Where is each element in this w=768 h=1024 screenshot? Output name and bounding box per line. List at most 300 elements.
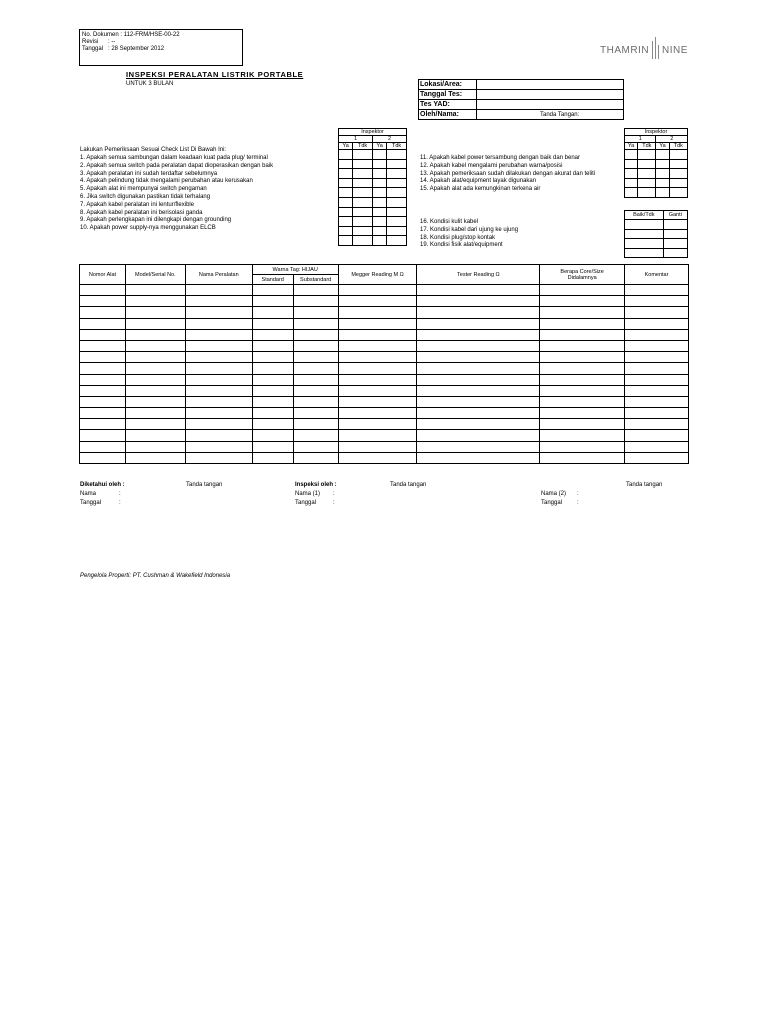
table-cell[interactable] bbox=[338, 396, 417, 407]
table-cell[interactable] bbox=[293, 285, 338, 296]
table-cell[interactable] bbox=[338, 408, 417, 419]
col-core bbox=[540, 265, 625, 285]
check-cell[interactable] bbox=[387, 159, 407, 169]
date-row bbox=[82, 46, 164, 53]
table-cell[interactable] bbox=[293, 441, 338, 452]
table-cell[interactable] bbox=[293, 374, 338, 385]
condition-cell[interactable] bbox=[625, 220, 664, 230]
table-cell[interactable] bbox=[80, 318, 126, 329]
table-cell[interactable] bbox=[80, 374, 126, 385]
table-cell[interactable] bbox=[293, 340, 338, 351]
inspector2-date-label: Tanggal bbox=[541, 500, 563, 506]
checklist-item: 3. Apakah peralatan ini sudah terdaftar sebelumnya bbox=[80, 170, 218, 177]
inspector2-sign: Tanda tangan bbox=[626, 482, 663, 488]
checklist-item: 10. Apakah power supply-nya menggunakan ELCB bbox=[80, 225, 216, 232]
table-cell[interactable] bbox=[80, 352, 126, 363]
table-cell[interactable] bbox=[293, 352, 338, 363]
table-cell[interactable] bbox=[338, 385, 417, 396]
check-cell[interactable] bbox=[669, 188, 687, 198]
table-cell[interactable] bbox=[338, 307, 417, 318]
table-cell[interactable] bbox=[540, 452, 625, 463]
table-cell[interactable] bbox=[185, 329, 252, 340]
check-cell[interactable] bbox=[372, 178, 386, 188]
check-cell[interactable] bbox=[353, 236, 373, 246]
check-cell[interactable] bbox=[339, 188, 353, 198]
checklist-item: 12. Apakah kabel mengalami perubahan warna/posisi bbox=[420, 162, 563, 169]
check-cell[interactable] bbox=[372, 159, 386, 169]
table-cell[interactable] bbox=[338, 340, 417, 351]
table-cell[interactable] bbox=[338, 430, 417, 441]
table-cell[interactable] bbox=[540, 408, 625, 419]
inspected-by-label: Inspeksi oleh : bbox=[295, 482, 337, 488]
checklist-item: 4. Apakah pelindung tidak mengalami perubahan atau kerusakan bbox=[80, 178, 253, 185]
table-cell[interactable] bbox=[80, 385, 126, 396]
checklist-item: 5. Apakah alat ini mempunyai switch pengaman bbox=[80, 186, 207, 193]
by-name-field[interactable] bbox=[477, 110, 624, 120]
table-cell[interactable] bbox=[540, 441, 625, 452]
table-cell[interactable] bbox=[338, 285, 417, 296]
colon: : bbox=[577, 491, 579, 497]
inspector-header: Inspektor bbox=[625, 129, 688, 136]
table-cell[interactable] bbox=[252, 419, 293, 430]
table-cell[interactable] bbox=[625, 318, 689, 329]
check-cell[interactable] bbox=[353, 159, 373, 169]
location-field[interactable] bbox=[477, 80, 624, 90]
table-cell[interactable] bbox=[252, 363, 293, 374]
col-standard: Standard bbox=[252, 275, 293, 285]
table-cell[interactable] bbox=[625, 352, 689, 363]
table-cell[interactable] bbox=[185, 296, 252, 307]
table-cell[interactable] bbox=[417, 396, 540, 407]
table-cell[interactable] bbox=[417, 296, 540, 307]
colon: : bbox=[577, 500, 579, 506]
table-cell[interactable] bbox=[125, 452, 185, 463]
check-cell[interactable] bbox=[656, 169, 669, 179]
table-cell[interactable] bbox=[185, 408, 252, 419]
colon: : bbox=[333, 491, 335, 497]
inspector1-name-label: Nama (1) bbox=[295, 491, 321, 497]
condition-cell[interactable] bbox=[625, 229, 664, 239]
col-komentar: Komentar bbox=[625, 265, 689, 285]
checklist-item: 15. Apakah alat ada kemungkinan terkena air bbox=[420, 186, 541, 193]
check-cell[interactable] bbox=[339, 197, 353, 207]
table-cell[interactable] bbox=[293, 396, 338, 407]
col-core-line1: Berapa Core/Size bbox=[560, 268, 604, 275]
table-cell[interactable] bbox=[80, 408, 126, 419]
table-row bbox=[80, 340, 689, 351]
checklist-item: 9. Apakah perlengkapan ini dilengkapi dengan grounding bbox=[80, 217, 232, 224]
logo-bars-icon bbox=[651, 37, 660, 59]
table-cell[interactable] bbox=[417, 452, 540, 463]
ganti-header: Ganti bbox=[663, 211, 687, 220]
condition-cell[interactable] bbox=[663, 229, 687, 239]
table-cell[interactable] bbox=[417, 285, 540, 296]
check-cell[interactable] bbox=[669, 150, 687, 160]
check-cell[interactable] bbox=[638, 178, 656, 188]
tdk-header: Tdk bbox=[353, 143, 373, 150]
table-cell[interactable] bbox=[80, 340, 126, 351]
table-cell[interactable] bbox=[185, 363, 252, 374]
table-cell[interactable] bbox=[293, 296, 338, 307]
table-cell[interactable] bbox=[293, 318, 338, 329]
signature-label: Tanda Tangan: bbox=[540, 112, 580, 118]
table-cell[interactable] bbox=[80, 363, 126, 374]
table-cell[interactable] bbox=[338, 329, 417, 340]
colon: : bbox=[333, 500, 335, 506]
table-cell[interactable] bbox=[252, 396, 293, 407]
table-row bbox=[80, 430, 689, 441]
revision-value: : -- bbox=[108, 39, 116, 45]
check-cell[interactable] bbox=[669, 159, 687, 169]
table-cell[interactable] bbox=[125, 285, 185, 296]
table-cell[interactable] bbox=[293, 408, 338, 419]
date-value: : 28 September 2012 bbox=[108, 46, 165, 52]
table-cell[interactable] bbox=[417, 374, 540, 385]
table-cell[interactable] bbox=[293, 452, 338, 463]
check-cell[interactable] bbox=[625, 150, 638, 160]
table-row bbox=[80, 352, 689, 363]
table-cell[interactable] bbox=[338, 318, 417, 329]
table-cell[interactable] bbox=[338, 452, 417, 463]
table-cell[interactable] bbox=[417, 307, 540, 318]
checklist-item: 2. Apakah semua switch pada peralatan dapat dioperasikan dengan baik bbox=[80, 162, 274, 169]
table-row bbox=[80, 285, 689, 296]
table-cell[interactable] bbox=[540, 385, 625, 396]
table-cell[interactable] bbox=[540, 307, 625, 318]
check-cell[interactable] bbox=[339, 207, 353, 217]
check-cell[interactable] bbox=[372, 226, 386, 236]
equipment-table bbox=[79, 264, 689, 464]
table-cell[interactable] bbox=[125, 396, 185, 407]
table-cell[interactable] bbox=[252, 385, 293, 396]
table-cell[interactable] bbox=[125, 340, 185, 351]
check-cell[interactable] bbox=[387, 217, 407, 227]
baik-tdk-header: Baik/Tdk bbox=[625, 211, 664, 220]
col-core-line2: Didalamnya bbox=[567, 274, 597, 281]
ya-header: Ya bbox=[372, 143, 386, 150]
check-cell[interactable] bbox=[656, 188, 669, 198]
table-cell[interactable] bbox=[540, 352, 625, 363]
table-cell[interactable] bbox=[125, 441, 185, 452]
check-cell[interactable] bbox=[387, 207, 407, 217]
check-cell[interactable] bbox=[625, 169, 638, 179]
check-cell[interactable] bbox=[387, 236, 407, 246]
inspected-by-sign: Tanda tangan bbox=[390, 482, 427, 488]
checklist-item: 6. Jika switch digunakan pastikan tidak terhalang bbox=[80, 194, 211, 200]
table-cell[interactable] bbox=[293, 385, 338, 396]
colon: : bbox=[119, 491, 121, 497]
table-row bbox=[80, 441, 689, 452]
table-cell[interactable] bbox=[417, 385, 540, 396]
table-cell[interactable] bbox=[80, 430, 126, 441]
check-cell[interactable] bbox=[339, 150, 353, 160]
table-cell[interactable] bbox=[80, 452, 126, 463]
table-cell[interactable] bbox=[125, 352, 185, 363]
table-cell[interactable] bbox=[125, 363, 185, 374]
table-cell[interactable] bbox=[252, 408, 293, 419]
check-cell[interactable] bbox=[387, 150, 407, 160]
table-cell[interactable] bbox=[125, 408, 185, 419]
tdk-header: Tdk bbox=[387, 143, 407, 150]
checklist-item: 13. Apakah pemeriksaan sudah dilakukan dengan akurat dan teliti bbox=[420, 170, 596, 177]
condition-cell[interactable] bbox=[663, 220, 687, 230]
test-date-field[interactable] bbox=[477, 90, 624, 100]
known-by-name-label: Nama bbox=[80, 491, 97, 497]
footer-property-manager: Pengelola Properti: PT. Cushman & Wakefield Indonesia bbox=[80, 573, 231, 579]
table-cell[interactable] bbox=[125, 296, 185, 307]
inspector-grid-right bbox=[624, 128, 688, 198]
table-cell[interactable] bbox=[625, 430, 689, 441]
table-cell[interactable] bbox=[625, 408, 689, 419]
check-cell[interactable] bbox=[638, 159, 656, 169]
table-cell[interactable] bbox=[293, 430, 338, 441]
known-by-sign: Tanda tangan bbox=[186, 482, 223, 488]
table-cell[interactable] bbox=[540, 340, 625, 351]
known-by-date-label: Tanggal bbox=[80, 500, 102, 506]
table-row bbox=[80, 374, 689, 385]
known-by-label: Diketahui oleh : bbox=[80, 482, 125, 488]
inspector1-date-label: Tanggal bbox=[295, 500, 317, 506]
by-name-label: Oleh/Nama: bbox=[419, 110, 477, 120]
check-cell[interactable] bbox=[339, 159, 353, 169]
info-table bbox=[418, 79, 624, 120]
table-cell[interactable] bbox=[625, 340, 689, 351]
revision-row bbox=[82, 39, 115, 46]
table-cell[interactable] bbox=[125, 329, 185, 340]
logo-text-left: THAMRIN bbox=[600, 45, 650, 56]
col-nama-peralatan: Nama Peralatan bbox=[185, 265, 252, 285]
table-row bbox=[80, 329, 689, 340]
table-cell[interactable] bbox=[293, 363, 338, 374]
table-row bbox=[80, 307, 689, 318]
inspector-2-header: 2 bbox=[372, 136, 406, 143]
check-cell[interactable] bbox=[387, 197, 407, 207]
table-cell[interactable] bbox=[417, 408, 540, 419]
check-cell[interactable] bbox=[339, 169, 353, 179]
table-cell[interactable] bbox=[80, 296, 126, 307]
table-cell[interactable] bbox=[338, 363, 417, 374]
table-cell[interactable] bbox=[293, 419, 338, 430]
table-cell[interactable] bbox=[252, 296, 293, 307]
check-cell[interactable] bbox=[625, 159, 638, 169]
table-cell[interactable] bbox=[252, 452, 293, 463]
table-cell[interactable] bbox=[80, 307, 126, 318]
table-cell[interactable] bbox=[417, 430, 540, 441]
check-cell[interactable] bbox=[353, 150, 373, 160]
inspector-2-header: 2 bbox=[656, 136, 688, 143]
check-cell[interactable] bbox=[353, 169, 373, 179]
condition-cell[interactable] bbox=[625, 239, 664, 249]
table-cell[interactable] bbox=[252, 441, 293, 452]
col-nomor-alat: Nomor Alat bbox=[80, 265, 126, 285]
inspector-header: Inspektor bbox=[339, 129, 407, 136]
table-cell[interactable] bbox=[417, 419, 540, 430]
inspector2-name-label: Nama (2) bbox=[541, 491, 567, 497]
table-cell[interactable] bbox=[252, 430, 293, 441]
table-cell[interactable] bbox=[625, 441, 689, 452]
checklist-intro: Lakukan Pemeriksaan Sesuai Check List Di Bawah Ini: bbox=[80, 147, 227, 153]
tdk-header: Tdk bbox=[669, 143, 687, 150]
table-cell[interactable] bbox=[252, 329, 293, 340]
table-cell[interactable] bbox=[185, 352, 252, 363]
check-cell[interactable] bbox=[372, 217, 386, 227]
table-cell[interactable] bbox=[417, 340, 540, 351]
table-cell[interactable] bbox=[417, 441, 540, 452]
table-cell[interactable] bbox=[185, 441, 252, 452]
col-megger: Megger Reading M Ω bbox=[338, 265, 417, 285]
table-cell[interactable] bbox=[338, 419, 417, 430]
table-cell[interactable] bbox=[125, 318, 185, 329]
table-cell[interactable] bbox=[540, 296, 625, 307]
table-cell[interactable] bbox=[125, 430, 185, 441]
tdk-header: Tdk bbox=[638, 143, 656, 150]
check-cell[interactable] bbox=[625, 188, 638, 198]
table-row bbox=[80, 318, 689, 329]
check-cell[interactable] bbox=[339, 226, 353, 236]
table-cell[interactable] bbox=[417, 329, 540, 340]
table-cell[interactable] bbox=[625, 385, 689, 396]
next-test-label: Tes YAD: bbox=[419, 100, 477, 110]
table-cell[interactable] bbox=[185, 307, 252, 318]
check-cell[interactable] bbox=[353, 188, 373, 198]
check-cell[interactable] bbox=[669, 178, 687, 188]
table-cell[interactable] bbox=[185, 385, 252, 396]
table-cell[interactable] bbox=[252, 307, 293, 318]
table-cell[interactable] bbox=[80, 441, 126, 452]
table-cell[interactable] bbox=[625, 307, 689, 318]
check-cell[interactable] bbox=[353, 178, 373, 188]
table-cell[interactable] bbox=[625, 374, 689, 385]
check-cell[interactable] bbox=[656, 150, 669, 160]
table-cell[interactable] bbox=[338, 374, 417, 385]
revision-label: Revisi bbox=[82, 39, 99, 45]
doc-number-row bbox=[82, 32, 180, 39]
table-cell[interactable] bbox=[80, 396, 126, 407]
table-cell[interactable] bbox=[185, 318, 252, 329]
table-cell[interactable] bbox=[625, 452, 689, 463]
table-cell[interactable] bbox=[417, 363, 540, 374]
date-label: Tanggal bbox=[82, 46, 104, 52]
check-cell[interactable] bbox=[339, 217, 353, 227]
check-cell[interactable] bbox=[339, 178, 353, 188]
table-cell[interactable] bbox=[338, 441, 417, 452]
doc-number-label: No. Dokumen bbox=[82, 32, 119, 38]
table-cell[interactable] bbox=[185, 340, 252, 351]
check-cell[interactable] bbox=[372, 150, 386, 160]
table-cell[interactable] bbox=[540, 396, 625, 407]
next-test-field[interactable] bbox=[477, 100, 624, 110]
checklist-item: 8. Apakah kabel peralatan ini berisolasi ganda bbox=[80, 209, 203, 216]
location-label: Lokasi/Area: bbox=[419, 80, 477, 90]
table-cell[interactable] bbox=[252, 318, 293, 329]
table-cell[interactable] bbox=[80, 285, 126, 296]
table-cell[interactable] bbox=[252, 352, 293, 363]
table-cell[interactable] bbox=[417, 352, 540, 363]
check-cell[interactable] bbox=[656, 159, 669, 169]
table-cell[interactable] bbox=[185, 374, 252, 385]
table-cell[interactable] bbox=[185, 285, 252, 296]
check-cell[interactable] bbox=[353, 197, 373, 207]
condition-cell[interactable] bbox=[663, 248, 687, 258]
check-cell[interactable] bbox=[387, 226, 407, 236]
table-cell[interactable] bbox=[80, 419, 126, 430]
table-cell[interactable] bbox=[185, 396, 252, 407]
check-cell[interactable] bbox=[638, 169, 656, 179]
check-cell[interactable] bbox=[669, 169, 687, 179]
table-cell[interactable] bbox=[185, 419, 252, 430]
table-cell[interactable] bbox=[540, 318, 625, 329]
check-cell[interactable] bbox=[656, 178, 669, 188]
test-date-label: Tanggal Tes: bbox=[419, 90, 477, 100]
check-cell[interactable] bbox=[372, 169, 386, 179]
check-cell[interactable] bbox=[372, 207, 386, 217]
table-cell[interactable] bbox=[293, 329, 338, 340]
check-cell[interactable] bbox=[387, 169, 407, 179]
check-cell[interactable] bbox=[372, 188, 386, 198]
logo-text-right: NINE bbox=[662, 45, 688, 56]
col-model-serial: Model/Serial No. bbox=[125, 265, 185, 285]
table-cell[interactable] bbox=[540, 329, 625, 340]
table-cell[interactable] bbox=[252, 285, 293, 296]
table-cell[interactable] bbox=[625, 285, 689, 296]
table-row bbox=[80, 385, 689, 396]
condition-cell[interactable] bbox=[625, 248, 664, 258]
checklist-item: 16. Kondisi kulit kabel bbox=[420, 219, 479, 225]
table-cell[interactable] bbox=[252, 374, 293, 385]
table-cell[interactable] bbox=[625, 329, 689, 340]
table-cell[interactable] bbox=[625, 396, 689, 407]
table-cell[interactable] bbox=[338, 296, 417, 307]
table-cell[interactable] bbox=[540, 374, 625, 385]
table-cell[interactable] bbox=[540, 430, 625, 441]
table-cell[interactable] bbox=[417, 318, 540, 329]
check-cell[interactable] bbox=[638, 188, 656, 198]
ya-header: Ya bbox=[339, 143, 353, 150]
check-cell[interactable] bbox=[353, 217, 373, 227]
table-cell[interactable] bbox=[125, 385, 185, 396]
table-cell[interactable] bbox=[540, 419, 625, 430]
table-cell[interactable] bbox=[625, 419, 689, 430]
table-cell[interactable] bbox=[125, 374, 185, 385]
table-cell[interactable] bbox=[625, 296, 689, 307]
table-cell[interactable] bbox=[125, 419, 185, 430]
table-cell[interactable] bbox=[540, 363, 625, 374]
check-cell[interactable] bbox=[339, 236, 353, 246]
table-cell[interactable] bbox=[185, 452, 252, 463]
check-cell[interactable] bbox=[353, 226, 373, 236]
col-warna-tag: Warna Tag: HIJAU bbox=[252, 265, 338, 275]
checklist-item: 19. Kondisi fisik alat/equipment bbox=[420, 242, 503, 249]
check-cell[interactable] bbox=[625, 178, 638, 188]
table-cell[interactable] bbox=[125, 307, 185, 318]
check-cell[interactable] bbox=[387, 188, 407, 198]
table-cell[interactable] bbox=[540, 285, 625, 296]
table-cell[interactable] bbox=[293, 307, 338, 318]
table-cell[interactable] bbox=[625, 363, 689, 374]
check-cell[interactable] bbox=[372, 236, 386, 246]
table-cell[interactable] bbox=[252, 340, 293, 351]
check-cell[interactable] bbox=[372, 197, 386, 207]
table-cell[interactable] bbox=[80, 329, 126, 340]
condition-cell[interactable] bbox=[663, 239, 687, 249]
check-cell[interactable] bbox=[353, 207, 373, 217]
check-cell[interactable] bbox=[387, 178, 407, 188]
doc-number-value: : 112-FRM/HSE-00-22 bbox=[120, 32, 180, 38]
table-cell[interactable] bbox=[185, 430, 252, 441]
checklist-item: 7. Apakah kabel peralatan ini lentur/flexible bbox=[80, 201, 195, 208]
check-cell[interactable] bbox=[638, 150, 656, 160]
table-cell[interactable] bbox=[338, 352, 417, 363]
